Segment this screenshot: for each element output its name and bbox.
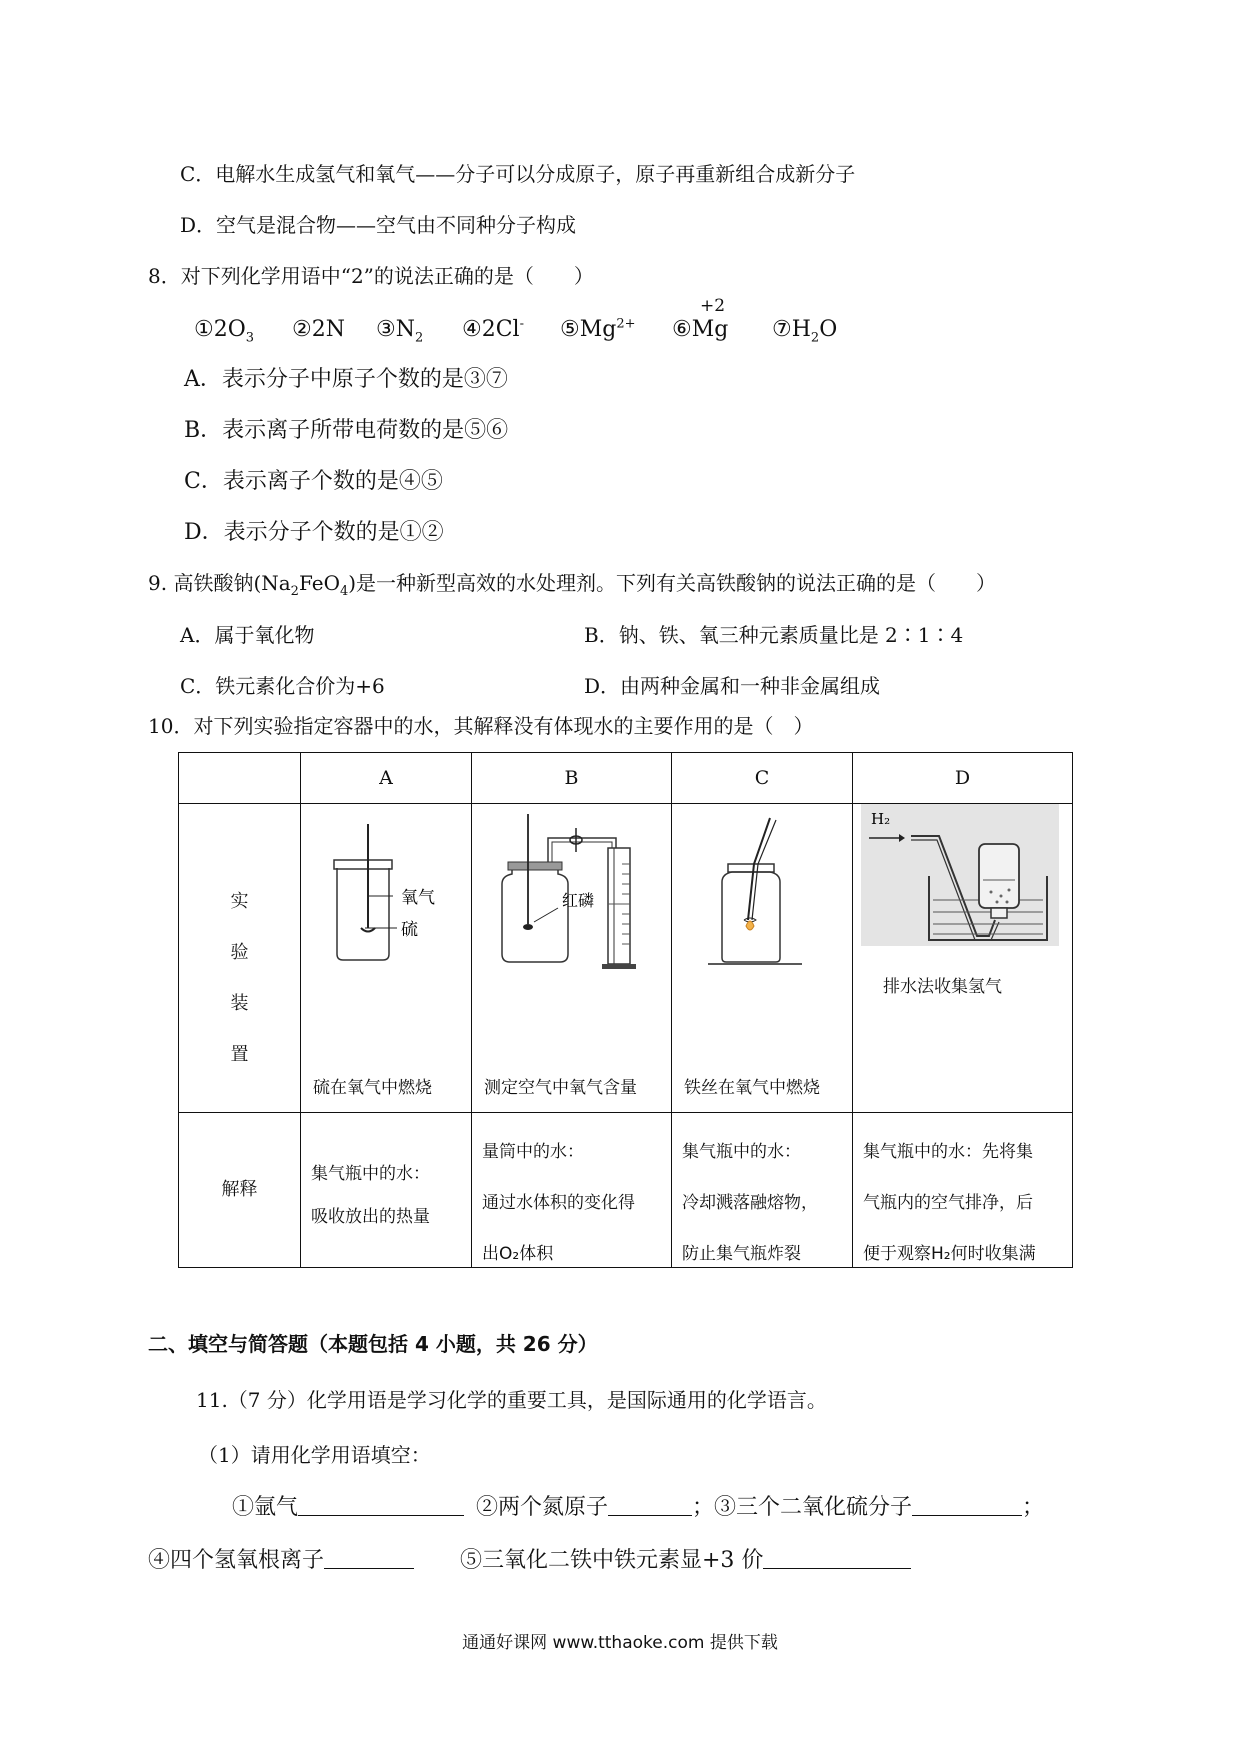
explanation-row (179, 1113, 1073, 1268)
q8-option-b: B．表示离子所带电荷数的是⑤⑥ (184, 418, 509, 443)
sulfur-burning-diagram (301, 804, 472, 1112)
apparatus-a (301, 804, 472, 1113)
explain-c: 集气瓶中的水： 冷却溅落融熔物， 防止集气瓶炸裂 (672, 1113, 853, 1268)
header-b: B (472, 753, 672, 804)
apparatus-row (179, 804, 1073, 1113)
header-a: A (301, 753, 472, 804)
hydrogen-collection-photo (861, 804, 1059, 946)
explain-b: 量筒中的水： 通过水体积的变化得 出O₂体积 (472, 1113, 672, 1268)
header-d: D (853, 753, 1073, 804)
q8-option-a: A．表示分子中原子个数的是③⑦ (184, 367, 508, 392)
footer: 通通好课网 www.tthaoke.com 提供下载 (462, 1633, 778, 1653)
iron-wire-burning-diagram (672, 804, 853, 1112)
apparatus-d (853, 804, 1073, 1113)
q9-option-c: C．铁元素化合价为+6 (180, 674, 385, 698)
q11-item-2: ②两个氮原子 ；③三个二氧化硫分子 ； (476, 1495, 1045, 1520)
formula-1: $①2O_3$ (194, 317, 255, 346)
formula-7: $⑦H_2O$ (772, 317, 838, 346)
header-c: C (672, 753, 853, 804)
row-label-apparatus: 实 验 装 置 (179, 804, 301, 1113)
q8-stem: 8．对下列化学用语中“2”的说法正确的是（ ） (148, 264, 594, 288)
table-header-row (179, 753, 1073, 804)
q11-item-5: ⑤三氧化二铁中铁元素显+3 价 (460, 1546, 911, 1575)
q11-item-1: ①氩气 (232, 1493, 464, 1522)
explain-a: 集气瓶中的水： 吸收放出的热量 (301, 1113, 472, 1268)
apparatus-c (672, 804, 853, 1113)
label-red-phosphorus: 红磷 (562, 891, 595, 910)
blank-argon[interactable] (298, 1493, 464, 1516)
blank-four-hydroxide-ions[interactable] (324, 1546, 414, 1569)
formula-2: ②2N (292, 317, 345, 342)
hydrogen-collection-diagram (861, 804, 1059, 946)
q9-stem: 9. 高铁酸钠$(Na_2FeO_4)$是一种新型高效的水处理剂。下列有关高铁酸钠的说法正确的是（ ） (148, 571, 997, 599)
experiment-table (178, 752, 1073, 1268)
formula-4: ④2Cl- (462, 316, 524, 342)
q9-option-d: D．由两种金属和一种非金属组成 (584, 674, 881, 698)
caption-d: 排水法收集氢气 (883, 977, 1002, 997)
q8-formulas (0, 296, 1240, 346)
q9-option-b: B．钠、铁、氧三种元素质量比是 2∶1∶4 (584, 623, 964, 647)
q8-option-d: D．表示分子个数的是①② (184, 520, 444, 545)
q11-stem: 11.（7 分）化学用语是学习化学的重要工具，是国际通用的化学语言。 (196, 1388, 827, 1412)
q11-item-4: ④四个氢氧根离子 (148, 1546, 414, 1575)
section2-title: 二、填空与简答题（本题包括 4 小题，共 26 分） (148, 1332, 598, 1356)
row-label-explanation: 解释 (179, 1113, 301, 1268)
caption-c: 铁丝在氧气中燃烧 (684, 1078, 820, 1098)
q11-sub1: （1）请用化学用语填空： (198, 1443, 431, 1467)
q7-option-c: C．电解水生成氢气和氧气——分子可以分成原子，原子再重新组合成新分子 (180, 162, 856, 186)
label-oxygen: 氧气 (401, 888, 435, 908)
formula-6: ⑥Mg +2 (672, 316, 728, 344)
caption-b: 测定空气中氧气含量 (484, 1078, 637, 1098)
valence-mark: +2 (700, 296, 726, 316)
explain-d: 集气瓶中的水：先将集 气瓶内的空气排净，后 便于观察H₂何时收集满 (853, 1113, 1073, 1268)
apparatus-b (472, 804, 672, 1113)
blank-three-so2-molecules[interactable] (912, 1493, 1022, 1516)
label-h2: H₂ (871, 810, 891, 828)
formula-3: $③N_2$ (376, 317, 424, 346)
caption-a: 硫在氧气中燃烧 (313, 1078, 432, 1098)
oxygen-content-diagram (472, 804, 672, 1112)
q8-option-c: C．表示离子个数的是④⑤ (184, 469, 443, 494)
formula-5: $⑤Mg^{2+}$ (560, 316, 636, 342)
blank-two-nitrogen-atoms[interactable] (608, 1493, 692, 1516)
header-empty (179, 753, 301, 804)
blank-iron-valence[interactable] (763, 1546, 911, 1569)
q9-option-a: A．属于氧化物 (180, 623, 315, 647)
label-sulfur: 硫 (401, 920, 418, 940)
q10-stem: 10．对下列实验指定容器中的水，其解释没有体现水的主要作用的是（ ） (148, 714, 814, 738)
q7-option-d: D．空气是混合物——空气由不同种分子构成 (180, 213, 577, 237)
